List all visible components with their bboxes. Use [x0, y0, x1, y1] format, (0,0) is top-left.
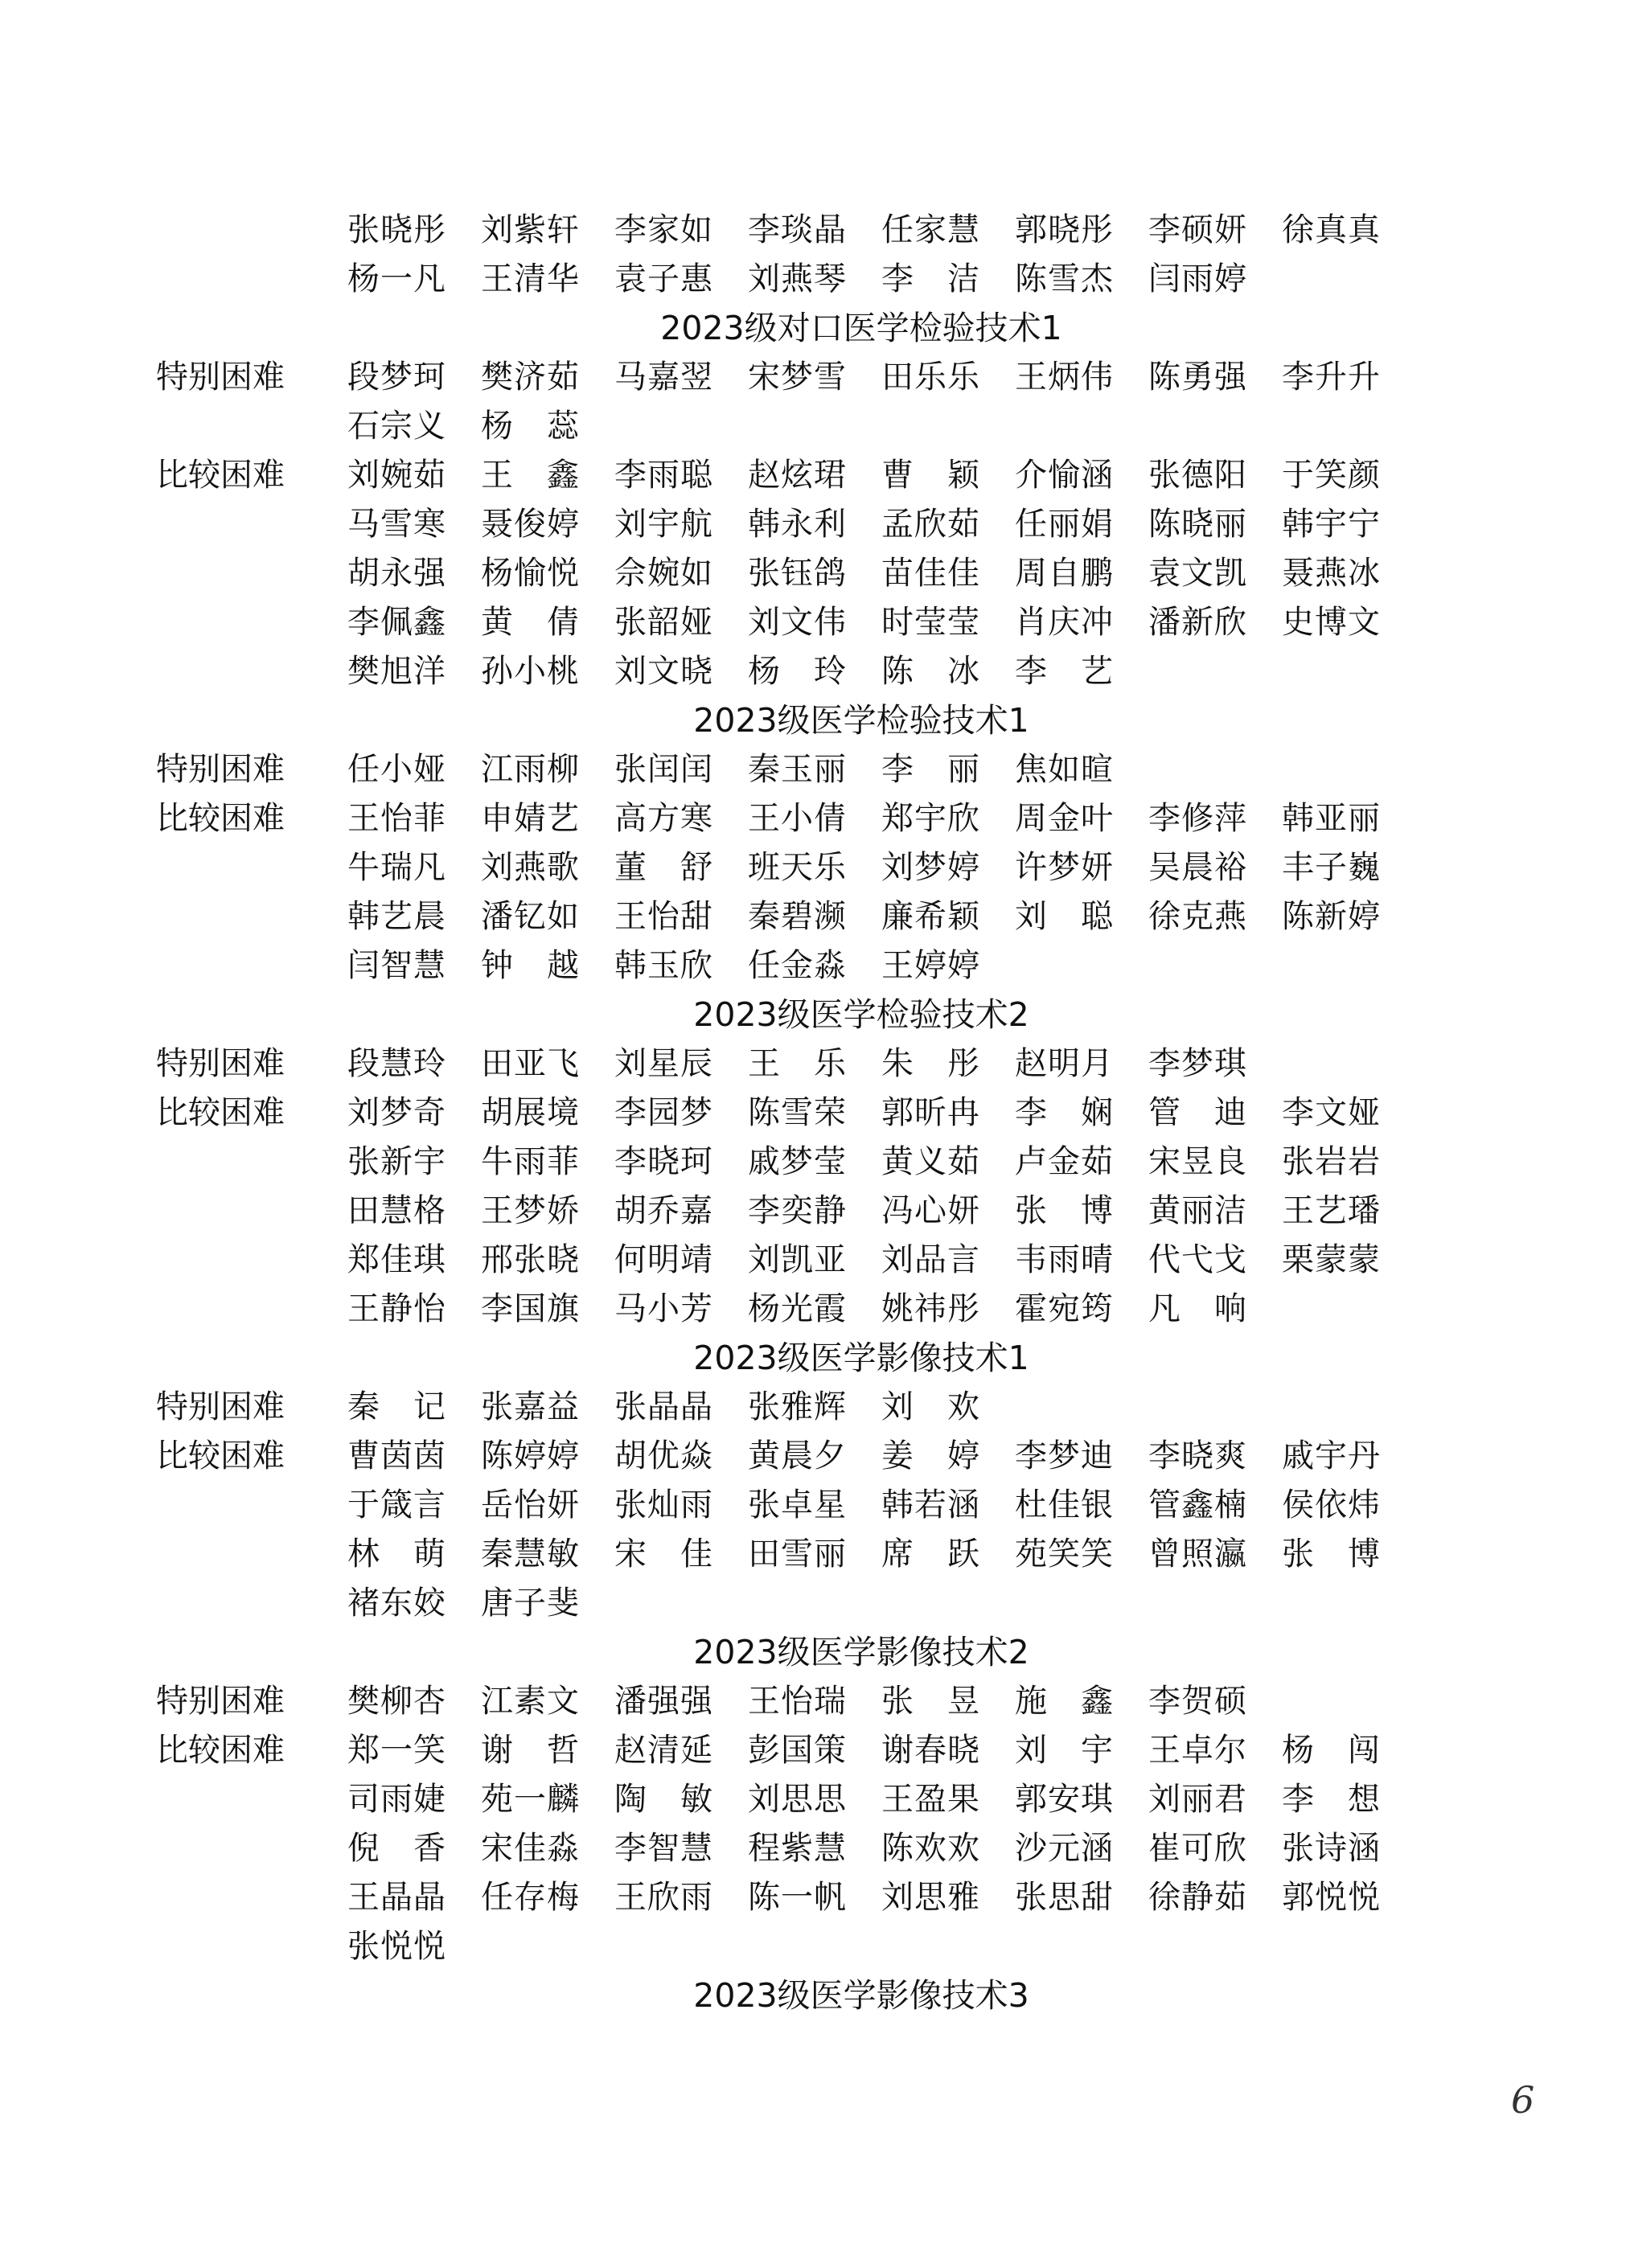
- student-name: 韩艺晨: [347, 898, 446, 935]
- section: [0, 990, 1626, 1334]
- name-row: [0, 892, 1626, 941]
- student-name: 曾照瀛: [1148, 1536, 1247, 1573]
- student-name: 王艺璠: [1282, 1192, 1381, 1229]
- student-name: 郭昕冉: [881, 1094, 980, 1131]
- student-name: 倪 香: [347, 1830, 446, 1867]
- student-name: 苑一麟: [481, 1781, 580, 1818]
- student-name: 姚祎彤: [881, 1290, 980, 1327]
- student-name: 赵明月: [1015, 1045, 1114, 1082]
- student-name: 刘 欢: [881, 1388, 980, 1425]
- student-name: 刘婉茹: [347, 457, 446, 494]
- student-name: 刘思思: [748, 1781, 847, 1818]
- student-name: 卢金茹: [1015, 1143, 1114, 1180]
- name-row: [0, 794, 1626, 843]
- student-name: 马雪寒: [347, 506, 446, 543]
- student-name: 邢张晓: [481, 1241, 580, 1278]
- student-name: 徐真真: [1282, 211, 1381, 248]
- student-name: 张闰闰: [614, 751, 713, 788]
- name-row: [0, 598, 1626, 647]
- student-name: 郭安琪: [1015, 1781, 1114, 1818]
- student-name: 樊旭洋: [347, 653, 446, 690]
- student-name: 张灿雨: [614, 1487, 713, 1524]
- student-name: 任小娅: [347, 751, 446, 788]
- student-name: 秦碧濒: [748, 898, 847, 935]
- student-name: 秦玉丽: [748, 751, 847, 788]
- student-name: 徐克燕: [1148, 898, 1247, 935]
- student-name: 张德阳: [1148, 457, 1247, 494]
- student-name: 田乐乐: [881, 359, 980, 396]
- student-name: 周自鹏: [1015, 555, 1114, 592]
- student-name: 丰子巍: [1282, 849, 1381, 886]
- name-row: [0, 1726, 1626, 1775]
- student-name: 郑佳琪: [347, 1241, 446, 1278]
- student-name: 张嘉益: [481, 1388, 580, 1425]
- student-name: 田亚飞: [481, 1045, 580, 1082]
- student-name: 霍宛筠: [1015, 1290, 1114, 1327]
- student-name: 陶 敏: [614, 1781, 713, 1818]
- student-name: 李 洁: [881, 260, 980, 297]
- name-row: [0, 941, 1626, 990]
- student-name: 胡展境: [481, 1094, 580, 1131]
- student-name: 唐子斐: [481, 1585, 580, 1622]
- student-name: 陈欢欢: [881, 1830, 980, 1867]
- student-name: 马嘉翌: [614, 359, 713, 396]
- student-name: 李琰晶: [748, 211, 847, 248]
- student-name: 杨愉悦: [481, 555, 580, 592]
- name-row: [0, 353, 1626, 402]
- difficulty-level-label: 比较困难: [156, 457, 285, 494]
- student-name: 王小倩: [748, 800, 847, 837]
- difficulty-level-label: 比较困难: [156, 1437, 285, 1474]
- section: [0, 1334, 1626, 1628]
- student-name: 李梦迪: [1015, 1437, 1114, 1474]
- difficulty-level-label: 比较困难: [156, 1732, 285, 1769]
- student-name: 史博文: [1282, 604, 1381, 641]
- student-name: 王怡菲: [347, 800, 446, 837]
- student-name: 杨光霞: [748, 1290, 847, 1327]
- name-row: [0, 1432, 1626, 1481]
- class-heading: [0, 1334, 1626, 1383]
- student-name: 管 迪: [1148, 1094, 1247, 1131]
- student-name: 李梦琪: [1148, 1045, 1247, 1082]
- student-name: 王欣雨: [614, 1879, 713, 1916]
- student-name: 李硕妍: [1148, 211, 1247, 248]
- student-name: 介愉涵: [1015, 457, 1114, 494]
- student-name: 刘品言: [881, 1241, 980, 1278]
- student-name: 韩永利: [748, 506, 847, 543]
- student-name: 聂俊婷: [481, 506, 580, 543]
- name-row: [0, 1677, 1626, 1726]
- student-name: 刘 聪: [1015, 898, 1114, 935]
- name-row: [0, 451, 1626, 500]
- student-name: 林 萌: [347, 1536, 446, 1573]
- student-name: 潘钇如: [481, 898, 580, 935]
- student-name: 褚东姣: [347, 1585, 446, 1622]
- student-name: 陈晓丽: [1148, 506, 1247, 543]
- name-row: [0, 1873, 1626, 1922]
- student-name: 陈 冰: [881, 653, 980, 690]
- student-name: 潘新欣: [1148, 604, 1247, 641]
- student-name: 施 鑫: [1015, 1683, 1114, 1720]
- student-name: 崔可欣: [1148, 1830, 1247, 1867]
- student-name: 牛雨菲: [481, 1143, 580, 1180]
- name-row: [0, 1040, 1626, 1089]
- student-name: 李升升: [1282, 359, 1381, 396]
- difficulty-level-label: 特别困难: [156, 1388, 285, 1425]
- student-name: 石宗义: [347, 408, 446, 445]
- student-name: 谢 哲: [481, 1732, 580, 1769]
- student-name: 李园梦: [614, 1094, 713, 1131]
- student-name: 张 博: [1015, 1192, 1114, 1229]
- student-name: 闫雨婷: [1148, 260, 1247, 297]
- student-name: 刘文晓: [614, 653, 713, 690]
- name-row: [0, 402, 1626, 451]
- student-name: 田雪丽: [748, 1536, 847, 1573]
- student-name: 袁文凯: [1148, 555, 1247, 592]
- student-name: 刘丽君: [1148, 1781, 1247, 1818]
- difficulty-level-label: 特别困难: [156, 751, 285, 788]
- section: [0, 1628, 1626, 1971]
- name-row: [0, 1236, 1626, 1285]
- student-name: 张诗涵: [1282, 1830, 1381, 1867]
- student-name: 郭晓彤: [1015, 211, 1114, 248]
- student-name: 秦慧敏: [481, 1536, 580, 1573]
- student-name: 姜 婷: [881, 1437, 980, 1474]
- student-name: 李 想: [1282, 1781, 1381, 1818]
- class-heading-text: 2023级对口医学检验技术1: [660, 309, 1062, 347]
- name-row: [0, 1138, 1626, 1187]
- student-name: 李晓爽: [1148, 1437, 1247, 1474]
- class-heading: [0, 1971, 1626, 2020]
- student-name: 杨 玲: [748, 653, 847, 690]
- name-row: [0, 500, 1626, 549]
- student-name: 郑一笑: [347, 1732, 446, 1769]
- student-name: 袁子惠: [614, 260, 713, 297]
- student-name: 许梦妍: [1015, 849, 1114, 886]
- student-name: 张雅辉: [748, 1388, 847, 1425]
- student-name: 王炳伟: [1015, 359, 1114, 396]
- student-name: 刘紫轩: [481, 211, 580, 248]
- student-name: 张悦悦: [347, 1928, 446, 1965]
- name-row: [0, 647, 1626, 696]
- student-name: 杜佳银: [1015, 1487, 1114, 1524]
- student-name: 于笑颜: [1282, 457, 1381, 494]
- student-name: 陈雪杰: [1015, 260, 1114, 297]
- name-row: [0, 1285, 1626, 1334]
- student-name: 杨 闯: [1282, 1732, 1381, 1769]
- student-name: 胡优焱: [614, 1437, 713, 1474]
- student-name: 王盈果: [881, 1781, 980, 1818]
- student-name: 黄丽洁: [1148, 1192, 1247, 1229]
- student-name: 谢春晓: [881, 1732, 980, 1769]
- student-name: 曹 颖: [881, 457, 980, 494]
- student-name: 黄晨夕: [748, 1437, 847, 1474]
- student-name: 韩宇宁: [1282, 506, 1381, 543]
- student-name: 郑宇欣: [881, 800, 980, 837]
- student-name: 张 博: [1282, 1536, 1381, 1573]
- student-name: 马小芳: [614, 1290, 713, 1327]
- student-name: 孟欣茹: [881, 506, 980, 543]
- class-heading-text: 2023级医学影像技术1: [693, 1339, 1029, 1377]
- section: [0, 1971, 1626, 2020]
- student-name: 刘 宇: [1015, 1732, 1114, 1769]
- name-row: [0, 1383, 1626, 1432]
- student-name: 黄义茹: [881, 1143, 980, 1180]
- student-name: 李贺硕: [1148, 1683, 1247, 1720]
- student-name: 何明靖: [614, 1241, 713, 1278]
- student-name: 王怡甜: [614, 898, 713, 935]
- student-name: 司雨婕: [347, 1781, 446, 1818]
- student-name: 程紫慧: [748, 1830, 847, 1867]
- student-name: 周金叶: [1015, 800, 1114, 837]
- student-name: 王怡瑞: [748, 1683, 847, 1720]
- student-name: 刘燕歌: [481, 849, 580, 886]
- student-name: 李修萍: [1148, 800, 1247, 837]
- student-name: 肖庆冲: [1015, 604, 1114, 641]
- name-row: [0, 1824, 1626, 1873]
- student-name: 王晶晶: [347, 1879, 446, 1916]
- difficulty-level-label: 比较困难: [156, 800, 285, 837]
- student-name: 张韶娅: [614, 604, 713, 641]
- student-name: 曹茵茵: [347, 1437, 446, 1474]
- student-name: 李家如: [614, 211, 713, 248]
- student-name: 王清华: [481, 260, 580, 297]
- student-name: 田慧格: [347, 1192, 446, 1229]
- name-row: [0, 255, 1626, 304]
- student-name: 张晶晶: [614, 1388, 713, 1425]
- student-name: 赵清延: [614, 1732, 713, 1769]
- page-number: 6: [1511, 2078, 1535, 2122]
- student-name: 侯依炜: [1282, 1487, 1381, 1524]
- section: [0, 206, 1626, 304]
- class-heading: [0, 1628, 1626, 1677]
- student-name: 张岩岩: [1282, 1143, 1381, 1180]
- student-name: 李 丽: [881, 751, 980, 788]
- student-name: 陈一帆: [748, 1879, 847, 1916]
- student-name: 廉希颖: [881, 898, 980, 935]
- student-name: 韩若涵: [881, 1487, 980, 1524]
- student-name: 韦雨晴: [1015, 1241, 1114, 1278]
- student-name: 张钰鸽: [748, 555, 847, 592]
- student-name: 宋昱良: [1148, 1143, 1247, 1180]
- student-name: 任金淼: [748, 947, 847, 984]
- student-name: 王 鑫: [481, 457, 580, 494]
- class-heading: [0, 696, 1626, 745]
- student-name: 孙小桃: [481, 653, 580, 690]
- name-row: [0, 1775, 1626, 1824]
- student-name: 彭国策: [748, 1732, 847, 1769]
- student-name: 代弋戈: [1148, 1241, 1247, 1278]
- student-name: 李文娅: [1282, 1094, 1381, 1131]
- student-name: 李智慧: [614, 1830, 713, 1867]
- student-name: 戚梦莹: [748, 1143, 847, 1180]
- student-name: 杨一凡: [347, 260, 446, 297]
- student-name: 李奕静: [748, 1192, 847, 1229]
- student-name: 陈婷婷: [481, 1437, 580, 1474]
- student-name: 申婧艺: [481, 800, 580, 837]
- student-name: 刘宇航: [614, 506, 713, 543]
- student-name: 秦 记: [347, 1388, 446, 1425]
- student-name: 胡永强: [347, 555, 446, 592]
- student-name: 黄 倩: [481, 604, 580, 641]
- student-name: 李国旗: [481, 1290, 580, 1327]
- student-name: 李 娴: [1015, 1094, 1114, 1131]
- student-name: 王静怡: [347, 1290, 446, 1327]
- student-name: 高方寒: [614, 800, 713, 837]
- student-name: 韩玉欣: [614, 947, 713, 984]
- student-name: 刘文伟: [748, 604, 847, 641]
- student-name: 刘星辰: [614, 1045, 713, 1082]
- student-name: 段慧玲: [347, 1045, 446, 1082]
- student-name: 张晓彤: [347, 211, 446, 248]
- student-name: 刘思雅: [881, 1879, 980, 1916]
- student-name: 于箴言: [347, 1487, 446, 1524]
- name-row: [0, 1187, 1626, 1236]
- student-name: 焦如暄: [1015, 751, 1114, 788]
- name-row: [0, 206, 1626, 255]
- student-name: 刘凯亚: [748, 1241, 847, 1278]
- section: [0, 304, 1626, 696]
- student-name: 赵炫珺: [748, 457, 847, 494]
- student-name: 李 艺: [1015, 653, 1114, 690]
- student-name: 朱 彤: [881, 1045, 980, 1082]
- name-row: [0, 1530, 1626, 1579]
- student-name: 时莹莹: [881, 604, 980, 641]
- difficulty-level-label: 比较困难: [156, 1094, 285, 1131]
- class-heading: [0, 304, 1626, 353]
- student-name: 沙元涵: [1015, 1830, 1114, 1867]
- student-name: 任家慧: [881, 211, 980, 248]
- name-row: [0, 745, 1626, 794]
- student-name: 刘梦婷: [881, 849, 980, 886]
- student-name: 苑笑笑: [1015, 1536, 1114, 1573]
- student-name: 席 跃: [881, 1536, 980, 1573]
- difficulty-level-label: 特别困难: [156, 1045, 285, 1082]
- student-name: 冯心妍: [881, 1192, 980, 1229]
- student-name: 张 昱: [881, 1683, 980, 1720]
- name-row: [0, 1922, 1626, 1971]
- student-name: 钟 越: [481, 947, 580, 984]
- student-name: 张思甜: [1015, 1879, 1114, 1916]
- student-name: 江素文: [481, 1683, 580, 1720]
- student-name: 管鑫楠: [1148, 1487, 1247, 1524]
- student-name: 王婷婷: [881, 947, 980, 984]
- student-name: 董 舒: [614, 849, 713, 886]
- student-name: 郭悦悦: [1282, 1879, 1381, 1916]
- student-name: 李雨聪: [614, 457, 713, 494]
- class-heading-text: 2023级医学检验技术1: [693, 701, 1029, 740]
- student-name: 张卓星: [748, 1487, 847, 1524]
- student-name: 张新宇: [347, 1143, 446, 1180]
- student-name: 陈新婷: [1282, 898, 1381, 935]
- student-name: 刘燕琴: [748, 260, 847, 297]
- class-heading-text: 2023级医学影像技术3: [693, 1976, 1029, 2015]
- student-name: 闫智慧: [347, 947, 446, 984]
- name-row: [0, 1089, 1626, 1138]
- student-name: 徐静茹: [1148, 1879, 1247, 1916]
- name-row: [0, 549, 1626, 598]
- student-name: 苗佳佳: [881, 555, 980, 592]
- student-name: 戚宇丹: [1282, 1437, 1381, 1474]
- student-name: 樊济茹: [481, 359, 580, 396]
- student-name: 王 乐: [748, 1045, 847, 1082]
- student-name: 李晓珂: [614, 1143, 713, 1180]
- student-name: 班天乐: [748, 849, 847, 886]
- student-name: 刘梦奇: [347, 1094, 446, 1131]
- name-row: [0, 1579, 1626, 1628]
- student-name: 聂燕冰: [1282, 555, 1381, 592]
- class-heading-text: 2023级医学检验技术2: [693, 995, 1029, 1034]
- name-row: [0, 1481, 1626, 1530]
- student-name: 王梦娇: [481, 1192, 580, 1229]
- student-name: 樊柳杏: [347, 1683, 446, 1720]
- student-name: 王卓尔: [1148, 1732, 1247, 1769]
- student-name: 江雨柳: [481, 751, 580, 788]
- student-name: 李佩鑫: [347, 604, 446, 641]
- student-name: 韩亚丽: [1282, 800, 1381, 837]
- student-name: 牛瑞凡: [347, 849, 446, 886]
- student-name: 栗蒙蒙: [1282, 1241, 1381, 1278]
- student-name: 佘婉如: [614, 555, 713, 592]
- student-name: 段梦珂: [347, 359, 446, 396]
- student-name: 任丽娟: [1015, 506, 1114, 543]
- student-name: 胡乔嘉: [614, 1192, 713, 1229]
- student-name: 岳怡妍: [481, 1487, 580, 1524]
- student-name: 吴晨裕: [1148, 849, 1247, 886]
- class-heading-text: 2023级医学影像技术2: [693, 1633, 1029, 1671]
- student-name: 宋梦雪: [748, 359, 847, 396]
- class-heading: [0, 990, 1626, 1040]
- student-name: 宋 佳: [614, 1536, 713, 1573]
- student-name: 潘强强: [614, 1683, 713, 1720]
- student-name: 凡 响: [1148, 1290, 1247, 1327]
- student-name: 陈勇强: [1148, 359, 1247, 396]
- student-name: 任存梅: [481, 1879, 580, 1916]
- student-name: 宋佳淼: [481, 1830, 580, 1867]
- difficulty-level-label: 特别困难: [156, 1683, 285, 1720]
- section: [0, 696, 1626, 990]
- difficulty-level-label: 特别困难: [156, 359, 285, 396]
- student-name: 杨 蕊: [481, 408, 580, 445]
- name-row: [0, 843, 1626, 892]
- student-name: 陈雪荣: [748, 1094, 847, 1131]
